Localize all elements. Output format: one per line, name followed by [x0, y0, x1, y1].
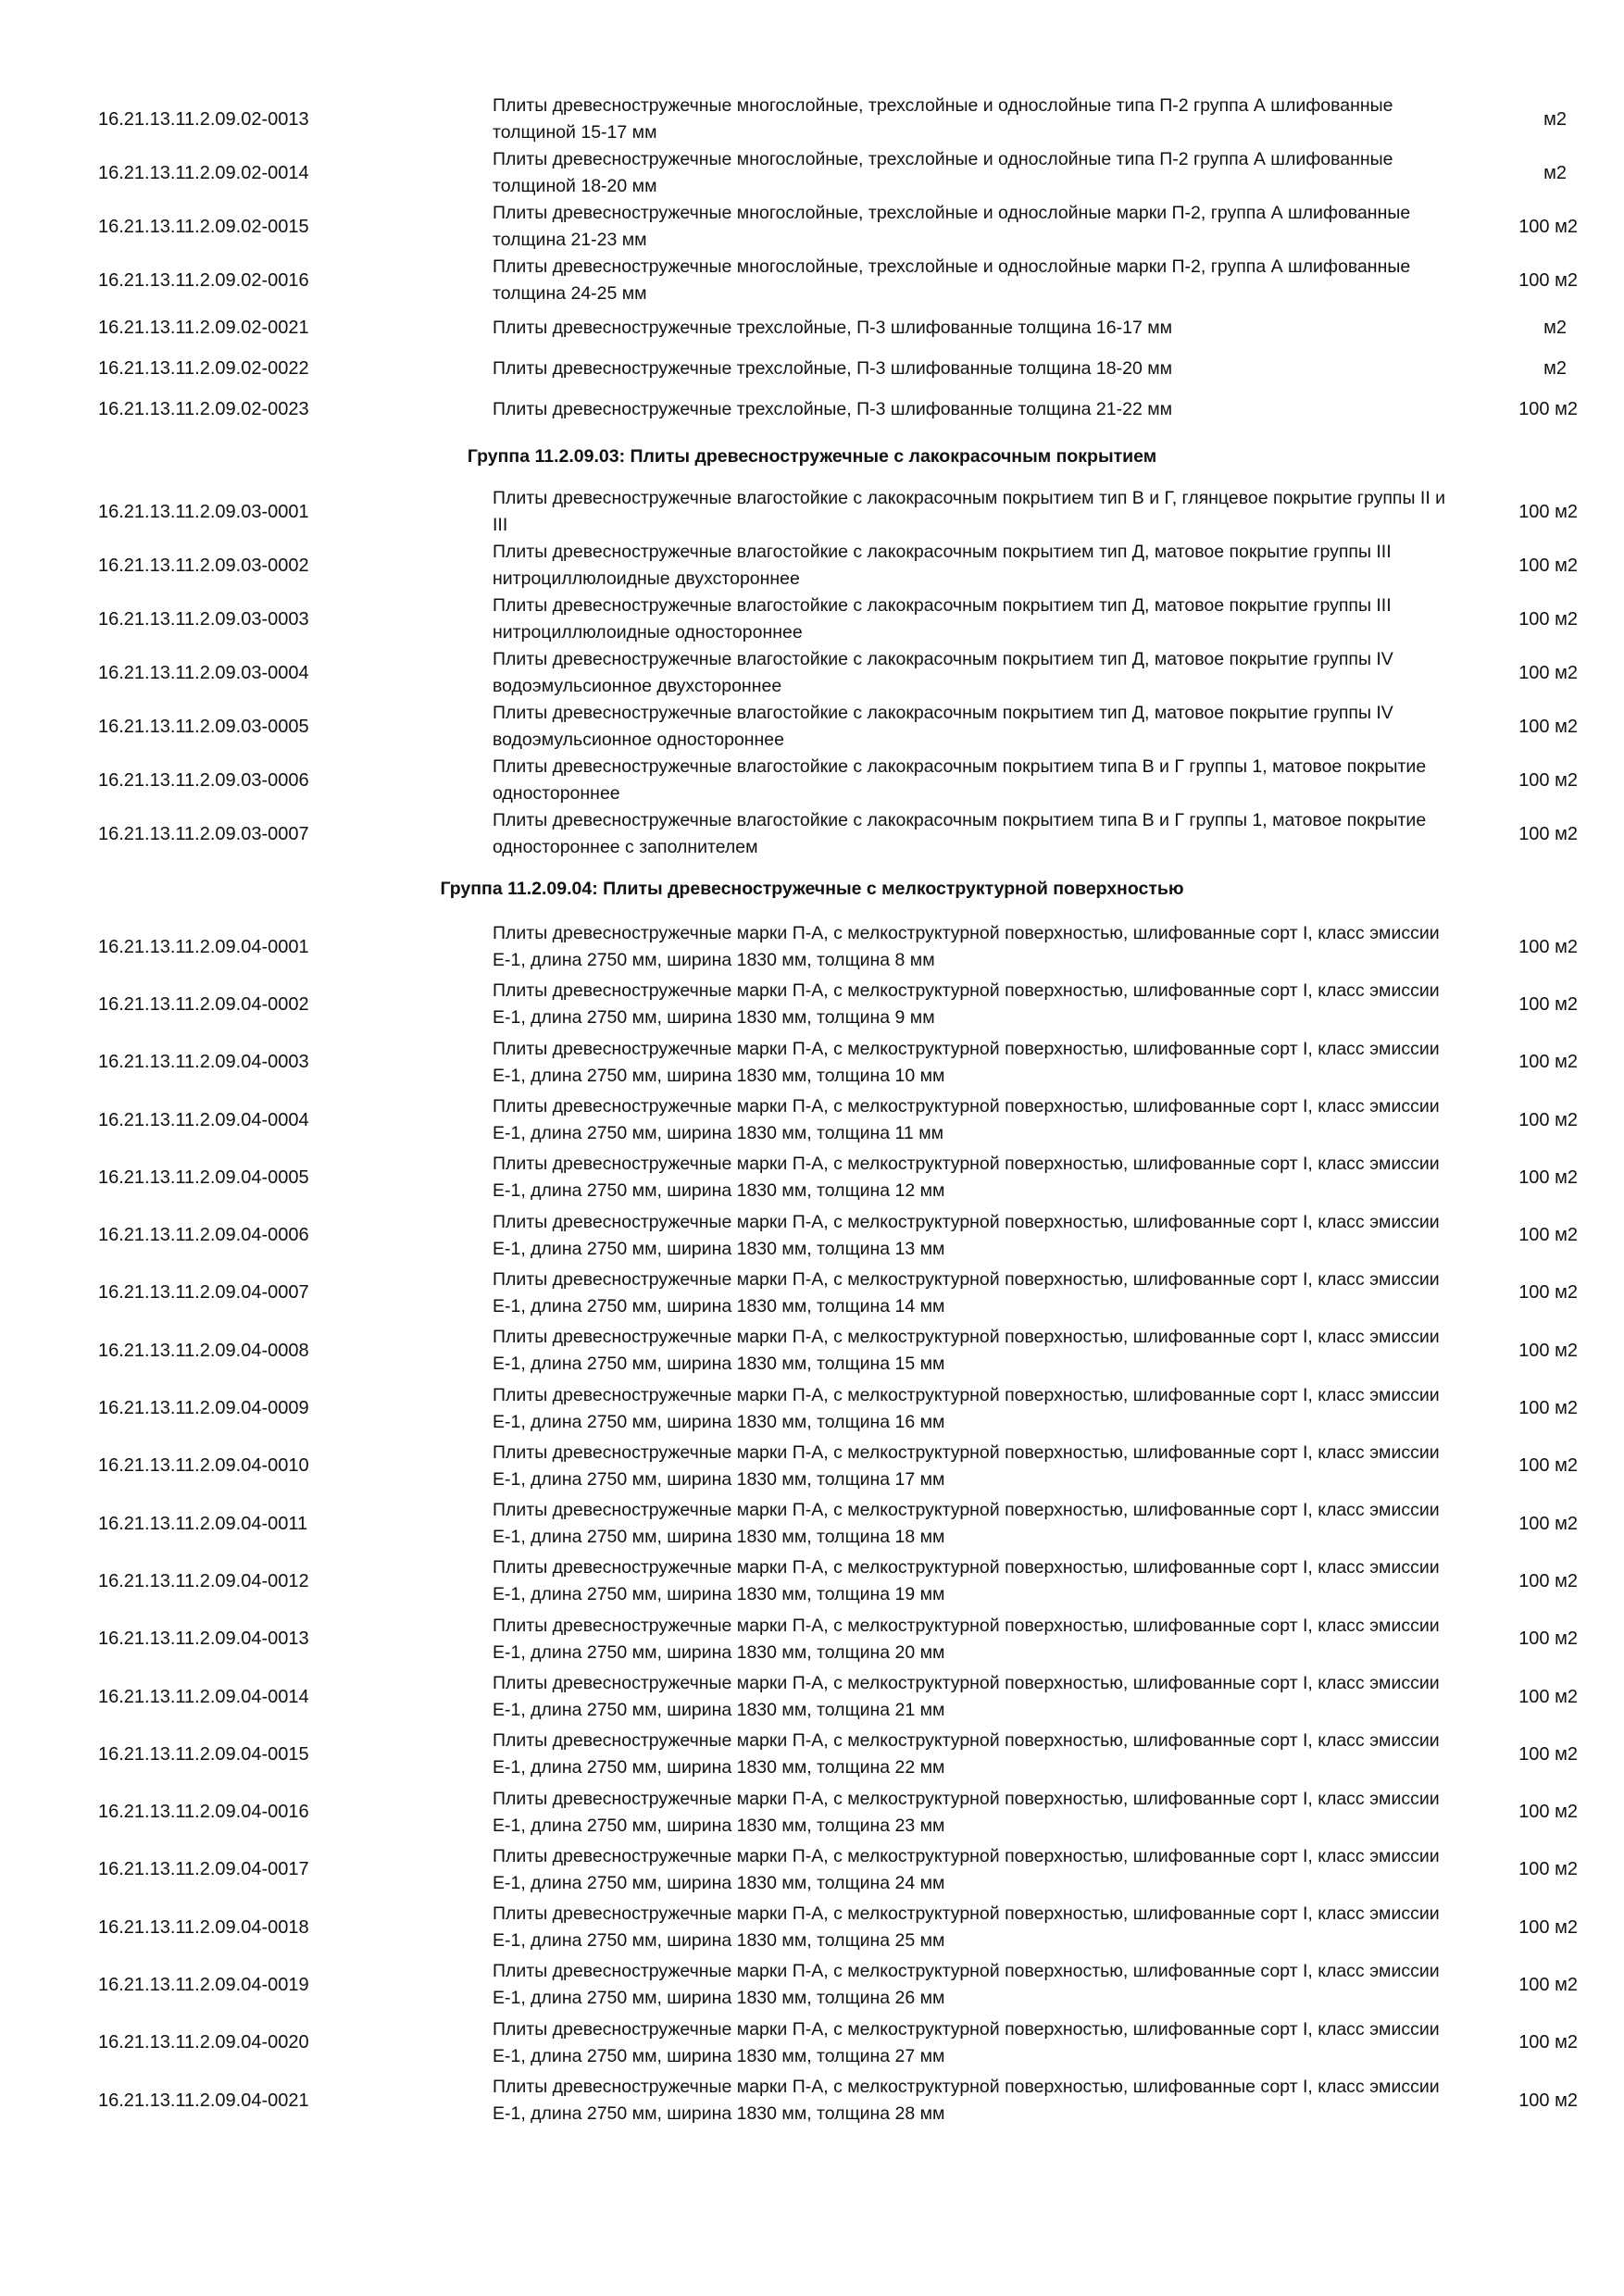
- item-description: Плиты древесностружечные марки П-А, с мелкоструктурной поверхностью, шлифованные сорт I, класс эмиссии Е-1, длина 2750 мм, ширина 1830 мм, толщина 16 мм: [493, 1384, 1440, 1432]
- table-row: [0, 200, 1624, 254]
- item-unit: 100 м2: [1518, 2090, 1578, 2111]
- table-row: [0, 700, 1624, 754]
- item-unit: 100 м2: [1518, 769, 1578, 791]
- item-code: 16.21.13.11.2.09.04-0012: [98, 1570, 309, 1591]
- document-body: [0, 93, 1624, 2129]
- item-unit: 100 м2: [1518, 1513, 1578, 1534]
- item-description: Плиты древесностружечные марки П-А, с мелкоструктурной поверхностью, шлифованные сорт I, класс эмиссии Е-1, длина 2750 мм, ширина 1830 мм, толщина 18 мм: [493, 1500, 1440, 1548]
- table-row: [0, 646, 1624, 700]
- group-heading-text: Группа 11.2.09.04: Плиты древесностружечные с мелкоструктурной поверхностью: [440, 879, 1184, 899]
- item-unit: 100 м2: [1518, 1916, 1578, 1938]
- item-code: 16.21.13.11.2.09.04-0016: [98, 1802, 309, 1823]
- item-unit: 100 м2: [1518, 1974, 1578, 1995]
- table-row: [0, 485, 1624, 539]
- item-code: 16.21.13.11.2.09.04-0004: [98, 1109, 309, 1130]
- item-description: Плиты древесностружечные марки П-А, с мелкоструктурной поверхностью, шлифованные сорт I, класс эмиссии Е-1, длина 2750 мм, ширина 1830 мм, толщина 13 мм: [493, 1211, 1440, 1259]
- item-code: 16.21.13.11.2.09.04-0001: [98, 936, 309, 957]
- item-description: Плиты древесностружечные марки П-А, с мелкоструктурной поверхностью, шлифованные сорт I, класс эмиссии Е-1, длина 2750 мм, ширина 1830 мм, толщина 26 мм: [493, 1961, 1440, 2009]
- table-row: [0, 1495, 1624, 1553]
- item-description: Плиты древесностружечные марки П-А, с мелкоструктурной поверхностью, шлифованные сорт I, класс эмиссии Е-1, длина 2750 мм, ширина 1830 мм, толщина 20 мм: [493, 1615, 1440, 1663]
- table-row: [0, 1726, 1624, 1783]
- item-description: Плиты древесностружечные марки П-А, с мелкоструктурной поверхностью, шлифованные сорт I, класс эмиссии Е-1, длина 2750 мм, ширина 1830 мм, толщина 11 мм: [493, 1096, 1440, 1144]
- item-code: 16.21.13.11.2.09.04-0014: [98, 1686, 309, 1707]
- item-code: 16.21.13.11.2.09.04-0013: [98, 1628, 309, 1650]
- table-row: [0, 1149, 1624, 1206]
- item-code: 16.21.13.11.2.09.04-0015: [98, 1743, 309, 1765]
- table-row: [0, 1783, 1624, 1841]
- item-code: 16.21.13.11.2.09.02-0016: [98, 269, 309, 291]
- item-code: 16.21.13.11.2.09.03-0005: [98, 716, 309, 737]
- item-code: 16.21.13.11.2.09.04-0020: [98, 2032, 309, 2053]
- item-description: Плиты древесностружечные марки П-А, с мелкоструктурной поверхностью, шлифованные сорт I, класс эмиссии Е-1, длина 2750 мм, ширина 1830 мм, толщина 24 мм: [493, 1845, 1440, 1893]
- item-description: Плиты древесностружечные трехслойные, П-3 шлифованные толщина 18-20 мм: [493, 357, 1173, 379]
- table-row: [0, 93, 1624, 146]
- item-code: 16.21.13.11.2.09.02-0015: [98, 216, 309, 237]
- item-code: 16.21.13.11.2.09.04-0002: [98, 993, 309, 1015]
- item-unit: 100 м2: [1518, 1398, 1578, 1419]
- item-code: 16.21.13.11.2.09.04-0005: [98, 1167, 309, 1188]
- item-description: Плиты древесностружечные марки П-А, с мелкоструктурной поверхностью, шлифованные сорт I, класс эмиссии Е-1, длина 2750 мм, ширина 1830 мм, толщина 22 мм: [493, 1730, 1440, 1778]
- item-code: 16.21.13.11.2.09.02-0022: [98, 357, 309, 379]
- table-row: [0, 254, 1624, 307]
- item-unit: 100 м2: [1518, 662, 1578, 683]
- item-description: Плиты древесностружечные марки П-А, с мелкоструктурной поверхностью, шлифованные сорт I, класс эмиссии Е-1, длина 2750 мм, ширина 1830 мм, толщина 12 мм: [493, 1154, 1440, 1202]
- table-row: [0, 1438, 1624, 1495]
- table-row: [0, 389, 1624, 430]
- item-unit: 100 м2: [1518, 1052, 1578, 1073]
- item-description: Плиты древесностружечные влагостойкие с лакокрасочным покрытием тип Д, матовое покрытие группы IV водоэмульсионное одностороннее: [493, 703, 1393, 750]
- item-unit: 100 м2: [1518, 501, 1578, 522]
- item-description: Плиты древесностружечные многослойные, трехслойные и однослойные марки П-2, группа А шлифованные толщина 21-23 мм: [493, 203, 1411, 250]
- item-code: 16.21.13.11.2.09.02-0021: [98, 317, 309, 338]
- item-unit: 100 м2: [1518, 555, 1578, 576]
- item-unit: 100 м2: [1518, 936, 1578, 957]
- item-description: Плиты древесностружечные марки П-А, с мелкоструктурной поверхностью, шлифованные сорт I, класс эмиссии Е-1, длина 2750 мм, ширина 1830 мм, толщина 10 мм: [493, 1038, 1440, 1086]
- item-description: Плиты древесностружечные влагостойкие с лакокрасочным покрытием тип Д, матовое покрытие группы IV водоэмульсионное двухстороннее: [493, 649, 1393, 696]
- item-description: Плиты древесностружечные марки П-А, с мелкоструктурной поверхностью, шлифованные сорт I, класс эмиссии Е-1, длина 2750 мм, ширина 1830 мм, толщина 25 мм: [493, 1903, 1440, 1952]
- item-unit: м2: [1543, 357, 1567, 379]
- item-code: 16.21.13.11.2.09.04-0003: [98, 1052, 309, 1073]
- item-description: Плиты древесностружечные марки П-А, с мелкоструктурной поверхностью, шлифованные сорт I, класс эмиссии Е-1, длина 2750 мм, ширина 1830 мм, толщина 23 мм: [493, 1788, 1440, 1836]
- table-row: [0, 754, 1624, 807]
- item-description: Плиты древесностружечные многослойные, трехслойные и однослойные типа П-2 группа А шлифованные толщиной 15-17 мм: [493, 95, 1393, 143]
- item-code: 16.21.13.11.2.09.04-0009: [98, 1398, 309, 1419]
- item-unit: 100 м2: [1518, 1109, 1578, 1130]
- item-description: Плиты древесностружечные влагостойкие с лакокрасочным покрытием типа В и Г группы 1, матовое покрытие одностороннее с заполнителем: [493, 810, 1427, 857]
- table-row: [0, 539, 1624, 593]
- item-code: 16.21.13.11.2.09.04-0017: [98, 1859, 309, 1880]
- item-unit: 100 м2: [1518, 398, 1578, 419]
- item-unit: 100 м2: [1518, 1802, 1578, 1823]
- item-code: 16.21.13.11.2.09.03-0007: [98, 823, 309, 844]
- item-unit: 100 м2: [1518, 1455, 1578, 1477]
- item-description: Плиты древесностружечные марки П-А, с мелкоструктурной поверхностью, шлифованные сорт I, класс эмиссии Е-1, длина 2750 мм, ширина 1830 мм, толщина 15 мм: [493, 1327, 1440, 1375]
- table-row: [0, 2015, 1624, 2072]
- table-row: [0, 1265, 1624, 1322]
- table-row: [0, 1611, 1624, 1668]
- table-row: [0, 1092, 1624, 1149]
- item-unit: 100 м2: [1518, 1859, 1578, 1880]
- item-description: Плиты древесностружечные марки П-А, с мелкоструктурной поверхностью, шлифованные сорт I, класс эмиссии Е-1, длина 2750 мм, ширина 1830 мм, толщина 17 мм: [493, 1441, 1440, 1490]
- item-description: Плиты древесностружечные марки П-А, с мелкоструктурной поверхностью, шлифованные сорт I, класс эмиссии Е-1, длина 2750 мм, ширина 1830 мм, толщина 21 мм: [493, 1673, 1440, 1720]
- table-row: [0, 918, 1624, 976]
- item-description: Плиты древесностружечные влагостойкие с лакокрасочным покрытием тип В и Г, глянцевое покрытие группы II и III: [493, 488, 1446, 535]
- item-unit: 100 м2: [1518, 2032, 1578, 2053]
- table-row: [0, 976, 1624, 1033]
- item-unit: м2: [1543, 108, 1567, 130]
- table-row: [0, 146, 1624, 200]
- item-unit: 100 м2: [1518, 1628, 1578, 1650]
- item-code: 16.21.13.11.2.09.03-0004: [98, 662, 309, 683]
- item-code: 16.21.13.11.2.09.04-0006: [98, 1225, 309, 1246]
- table-row: [0, 348, 1624, 389]
- table-row: [0, 1034, 1624, 1092]
- table-row: [0, 1668, 1624, 1726]
- item-description: Плиты древесностружечные многослойные, трехслойные и однослойные типа П-2 группа А шлифованные толщиной 18-20 мм: [493, 149, 1393, 196]
- item-unit: 100 м2: [1518, 1743, 1578, 1765]
- item-description: Плиты древесностружечные марки П-А, с мелкоструктурной поверхностью, шлифованные сорт I, класс эмиссии Е-1, длина 2750 мм, ширина 1830 мм, толщина 9 мм: [493, 980, 1440, 1029]
- item-unit: 100 м2: [1518, 716, 1578, 737]
- table-row: [0, 1841, 1624, 1899]
- table-row: [0, 307, 1624, 348]
- item-unit: 100 м2: [1518, 608, 1578, 630]
- item-description: Плиты древесностружечные марки П-А, с мелкоструктурной поверхностью, шлифованные сорт I, класс эмиссии Е-1, длина 2750 мм, ширина 1830 мм, толщина 14 мм: [493, 1268, 1440, 1316]
- item-description: Плиты древесностружечные влагостойкие с лакокрасочным покрытием тип Д, матовое покрытие группы III нитроциллюлоидные двухстороннее: [493, 542, 1392, 589]
- item-code: 16.21.13.11.2.09.04-0019: [98, 1974, 309, 1995]
- item-description: Плиты древесностружечные марки П-А, с мелкоструктурной поверхностью, шлифованные сорт I, класс эмиссии Е-1, длина 2750 мм, ширина 1830 мм, толщина 8 мм: [493, 923, 1440, 971]
- item-description: Плиты древесностружечные многослойные, трехслойные и однослойные марки П-2, группа А шлифованные толщина 24-25 мм: [493, 256, 1411, 304]
- item-unit: м2: [1543, 162, 1567, 183]
- table-row: [0, 1956, 1624, 2014]
- table-row: [0, 2072, 1624, 2129]
- item-unit: 100 м2: [1518, 1340, 1578, 1361]
- item-code: 16.21.13.11.2.09.04-0018: [98, 1916, 309, 1938]
- item-code: 16.21.13.11.2.09.02-0014: [98, 162, 309, 183]
- item-description: Плиты древесностружечные трехслойные, П-3 шлифованные толщина 21-22 мм: [493, 398, 1173, 419]
- table-row: [0, 593, 1624, 646]
- item-unit: 100 м2: [1518, 823, 1578, 844]
- item-code: 16.21.13.11.2.09.03-0006: [98, 769, 309, 791]
- table-row: [0, 1206, 1624, 1264]
- item-unit: 100 м2: [1518, 1570, 1578, 1591]
- item-unit: 100 м2: [1518, 1225, 1578, 1246]
- item-description: Плиты древесностружечные влагостойкие с лакокрасочным покрытием типа В и Г группы 1, матовое покрытие одностороннее: [493, 756, 1427, 804]
- item-unit: 100 м2: [1518, 993, 1578, 1015]
- item-code: 16.21.13.11.2.09.03-0003: [98, 608, 309, 630]
- table-row: [0, 1899, 1624, 1956]
- item-code: 16.21.13.11.2.09.04-0007: [98, 1282, 309, 1304]
- table-row: [0, 807, 1624, 861]
- item-code: 16.21.13.11.2.09.02-0013: [98, 108, 309, 130]
- item-description: Плиты древесностружечные марки П-А, с мелкоструктурной поверхностью, шлифованные сорт I, класс эмиссии Е-1, длина 2750 мм, ширина 1830 мм, толщина 19 мм: [493, 1557, 1440, 1605]
- item-description: Плиты древесностружечные трехслойные, П-3 шлифованные толщина 16-17 мм: [493, 317, 1173, 338]
- item-code: 16.21.13.11.2.09.03-0001: [98, 501, 309, 522]
- item-code: 16.21.13.11.2.09.02-0023: [98, 398, 309, 419]
- group-heading-text: Группа 11.2.09.03: Плиты древесностружечные с лакокрасочным покрытием: [467, 446, 1157, 467]
- item-description: Плиты древесностружечные марки П-А, с мелкоструктурной поверхностью, шлифованные сорт I, класс эмиссии Е-1, длина 2750 мм, ширина 1830 мм, толщина 28 мм: [493, 2077, 1440, 2125]
- table-row: [0, 1322, 1624, 1379]
- item-code: 16.21.13.11.2.09.04-0010: [98, 1455, 309, 1477]
- item-unit: 100 м2: [1518, 1167, 1578, 1188]
- item-description: Плиты древесностружечные марки П-А, с мелкоструктурной поверхностью, шлифованные сорт I, класс эмиссии Е-1, длина 2750 мм, ширина 1830 мм, толщина 27 мм: [493, 2018, 1440, 2066]
- item-unit: 100 м2: [1518, 1282, 1578, 1304]
- group-heading: [0, 430, 1624, 485]
- item-unit: 100 м2: [1518, 216, 1578, 237]
- item-code: 16.21.13.11.2.09.04-0008: [98, 1340, 309, 1361]
- table-row: [0, 1553, 1624, 1610]
- item-code: 16.21.13.11.2.09.03-0002: [98, 555, 309, 576]
- group-heading: [0, 861, 1624, 918]
- item-unit: 100 м2: [1518, 269, 1578, 291]
- table-row: [0, 1379, 1624, 1437]
- item-description: Плиты древесностружечные влагостойкие с лакокрасочным покрытием тип Д, матовое покрытие группы III нитроциллюлоидные одностороннее: [493, 595, 1392, 643]
- item-unit: 100 м2: [1518, 1686, 1578, 1707]
- item-code: 16.21.13.11.2.09.04-0011: [98, 1513, 308, 1534]
- item-code: 16.21.13.11.2.09.04-0021: [98, 2090, 309, 2111]
- item-unit: м2: [1543, 317, 1567, 338]
